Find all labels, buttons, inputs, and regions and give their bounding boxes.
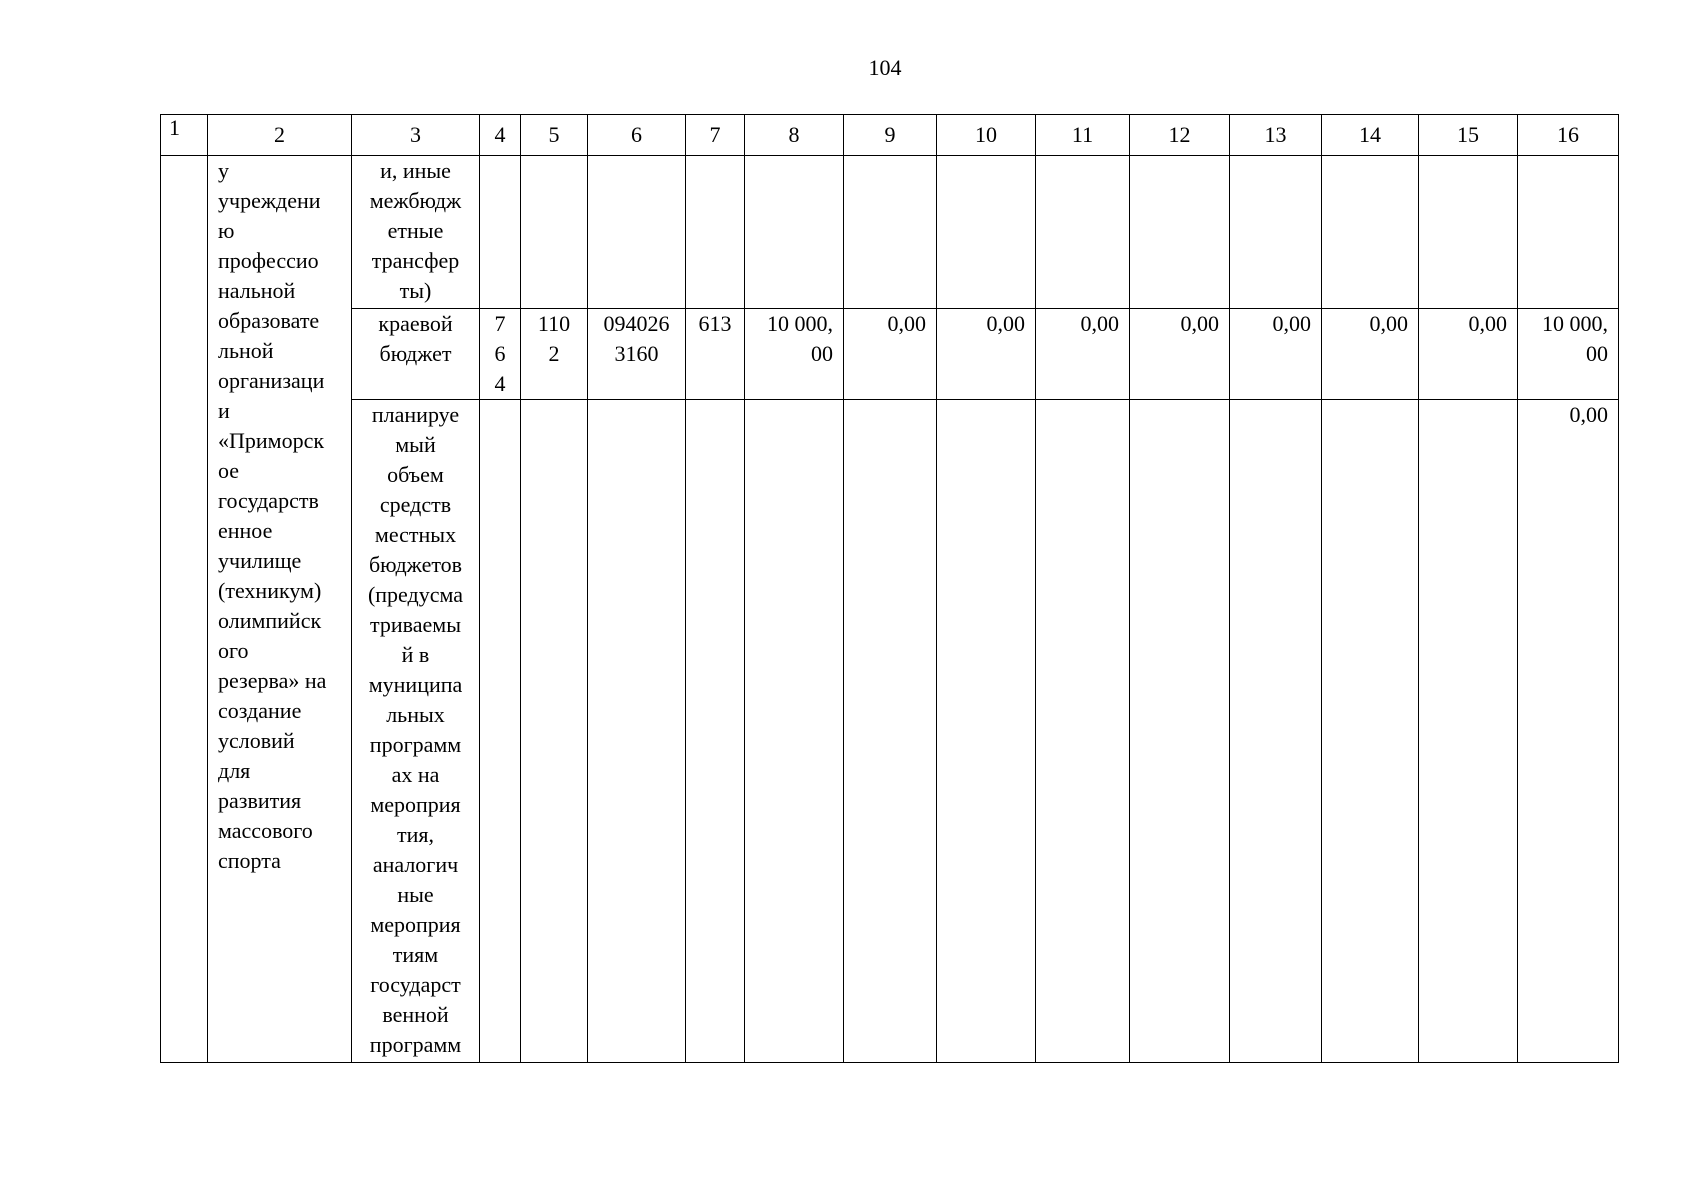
code-7-cell (686, 400, 745, 1063)
funding-source-line: ты) (399, 278, 432, 303)
value-cell-col14: 0,00 (1322, 309, 1419, 400)
funding-source-line: планируе (371, 402, 460, 427)
code-5-cell (521, 156, 588, 309)
value-line: 00 (1586, 341, 1608, 366)
description-line: резерва» на (218, 668, 327, 693)
code-4-cell (480, 309, 521, 400)
value-cell (745, 156, 844, 309)
value-line: 00 (811, 341, 833, 366)
funding-source-line: муниципа (368, 672, 463, 697)
funding-source-line: и, иные (380, 158, 451, 183)
header-cell-6: 6 (588, 115, 686, 156)
description-line: государств (218, 488, 319, 513)
funding-source-line: программ (369, 732, 462, 757)
header-cell-3: 3 (352, 115, 480, 156)
description-line: у (218, 158, 229, 183)
value-cell-col16 (1518, 309, 1619, 400)
description-line: нальной (218, 278, 296, 303)
description-line: развития (218, 788, 302, 813)
value-cell (1036, 156, 1130, 309)
header-cell-13: 13 (1230, 115, 1322, 156)
table-row (161, 309, 1619, 400)
funding-source-line: бюджетов (368, 552, 463, 577)
header-cell-7: 7 (686, 115, 745, 156)
header-cell-14: 14 (1322, 115, 1419, 156)
description-line: массового (218, 818, 313, 843)
value-line: 10 000, (1542, 311, 1608, 336)
description-line: образовате (218, 308, 320, 333)
row-number-cell (161, 156, 208, 1063)
header-cell-15: 15 (1419, 115, 1518, 156)
header-cell-5: 5 (521, 115, 588, 156)
value-cell (1518, 156, 1619, 309)
description-line: спорта (218, 848, 281, 873)
description-line: учреждени (218, 188, 321, 213)
funding-source-line: (предусма (367, 582, 464, 607)
code-6-cell (588, 400, 686, 1063)
description-line: училище (218, 548, 302, 573)
funding-source-line: межбюдж (369, 188, 462, 213)
description-line: ое (218, 458, 240, 483)
code-4-cell (480, 156, 521, 309)
header-row (161, 115, 1619, 156)
code-5-cell (521, 400, 588, 1063)
table-row (161, 156, 1619, 309)
budget-table (160, 114, 1619, 1063)
value-cell (844, 400, 937, 1063)
funding-source-line: объем (387, 462, 444, 487)
funding-source-line: венной (382, 1002, 449, 1027)
funding-source-cell (352, 156, 480, 309)
code-4-line: 7 (494, 311, 506, 336)
funding-source-line: ные (397, 882, 434, 907)
funding-source-line: мый (395, 432, 436, 457)
header-cell-4: 4 (480, 115, 521, 156)
header-cell-8: 8 (745, 115, 844, 156)
description-line: для (218, 758, 251, 783)
code-5-cell (521, 309, 588, 400)
description-line: профессио (218, 248, 319, 273)
header-cell-10: 10 (937, 115, 1036, 156)
header-cell-2: 2 (208, 115, 352, 156)
value-cell (1230, 156, 1322, 309)
header-cell-11: 11 (1036, 115, 1130, 156)
funding-source-line: етные (387, 218, 444, 243)
description-line: создание (218, 698, 302, 723)
funding-source-line: ах на (391, 762, 440, 787)
table-row (161, 400, 1619, 1063)
value-cell (937, 400, 1036, 1063)
value-cell (1130, 400, 1230, 1063)
funding-source-line: средств (379, 492, 452, 517)
description-line: льной (218, 338, 274, 363)
code-6-line: 094026 (603, 311, 670, 336)
description-line: ю (218, 218, 235, 243)
value-cell (1322, 400, 1419, 1063)
funding-source-line: программ (369, 1032, 462, 1057)
code-6-line: 3160 (614, 341, 659, 366)
value-cell-col10: 0,00 (937, 309, 1036, 400)
funding-source-line: мероприя (370, 792, 461, 817)
funding-source-line: бюджет (379, 341, 452, 366)
description-line: (техникум) (218, 578, 322, 603)
funding-source-line: тиям (392, 942, 439, 967)
code-7-cell: 613 (686, 309, 745, 400)
description-line: енное (218, 518, 273, 543)
value-cell-col15: 0,00 (1419, 309, 1518, 400)
value-cell (1230, 400, 1322, 1063)
code-6-cell (588, 156, 686, 309)
value-cell (1419, 156, 1518, 309)
value-cell-col12: 0,00 (1130, 309, 1230, 400)
value-line: 10 000, (767, 311, 833, 336)
description-line: «Приморск (218, 428, 325, 453)
funding-source-line: государст (370, 972, 461, 997)
funding-source-line: тия, (396, 822, 434, 847)
funding-source-line: й в (401, 642, 430, 667)
description-line: условий (218, 728, 295, 753)
description-line: олимпийск (218, 608, 322, 633)
value-cell-col13: 0,00 (1230, 309, 1322, 400)
funding-source-line: трансфер (371, 248, 460, 273)
description-cell (208, 156, 352, 1063)
value-cell (1130, 156, 1230, 309)
funding-source-line: триваемы (370, 612, 461, 637)
funding-source-line: мероприя (370, 912, 461, 937)
value-cell (1322, 156, 1419, 309)
header-cell-12: 12 (1130, 115, 1230, 156)
code-5-line: 2 (548, 341, 560, 366)
funding-source-line: аналогич (372, 852, 459, 877)
value-cell (745, 400, 844, 1063)
value-cell (844, 156, 937, 309)
value-cell (1419, 400, 1518, 1063)
value-cell-col8 (745, 309, 844, 400)
funding-source-line: льных (386, 702, 445, 727)
header-cell-1: 1 (161, 115, 208, 156)
value-cell-col9: 0,00 (844, 309, 937, 400)
header-cell-9: 9 (844, 115, 937, 156)
code-4-line: 6 (494, 341, 506, 366)
header-cell-16: 16 (1518, 115, 1619, 156)
value-cell (1036, 400, 1130, 1063)
funding-source-line: местных (374, 522, 457, 547)
description-line: ого (218, 638, 249, 663)
value-cell-col11: 0,00 (1036, 309, 1130, 400)
funding-source-line: краевой (378, 311, 453, 336)
code-5-line: 110 (537, 311, 571, 336)
value-cell-col16: 0,00 (1518, 400, 1619, 1063)
value-cell (937, 156, 1036, 309)
code-4-cell (480, 400, 521, 1063)
code-7-cell (686, 156, 745, 309)
description-line: организаци (218, 368, 325, 393)
description-line: и (218, 398, 230, 423)
code-6-cell (588, 309, 686, 400)
code-4-line: 4 (494, 371, 506, 396)
page-number: 104 (868, 55, 902, 80)
funding-source-cell (352, 400, 480, 1063)
funding-source-cell (352, 309, 480, 400)
